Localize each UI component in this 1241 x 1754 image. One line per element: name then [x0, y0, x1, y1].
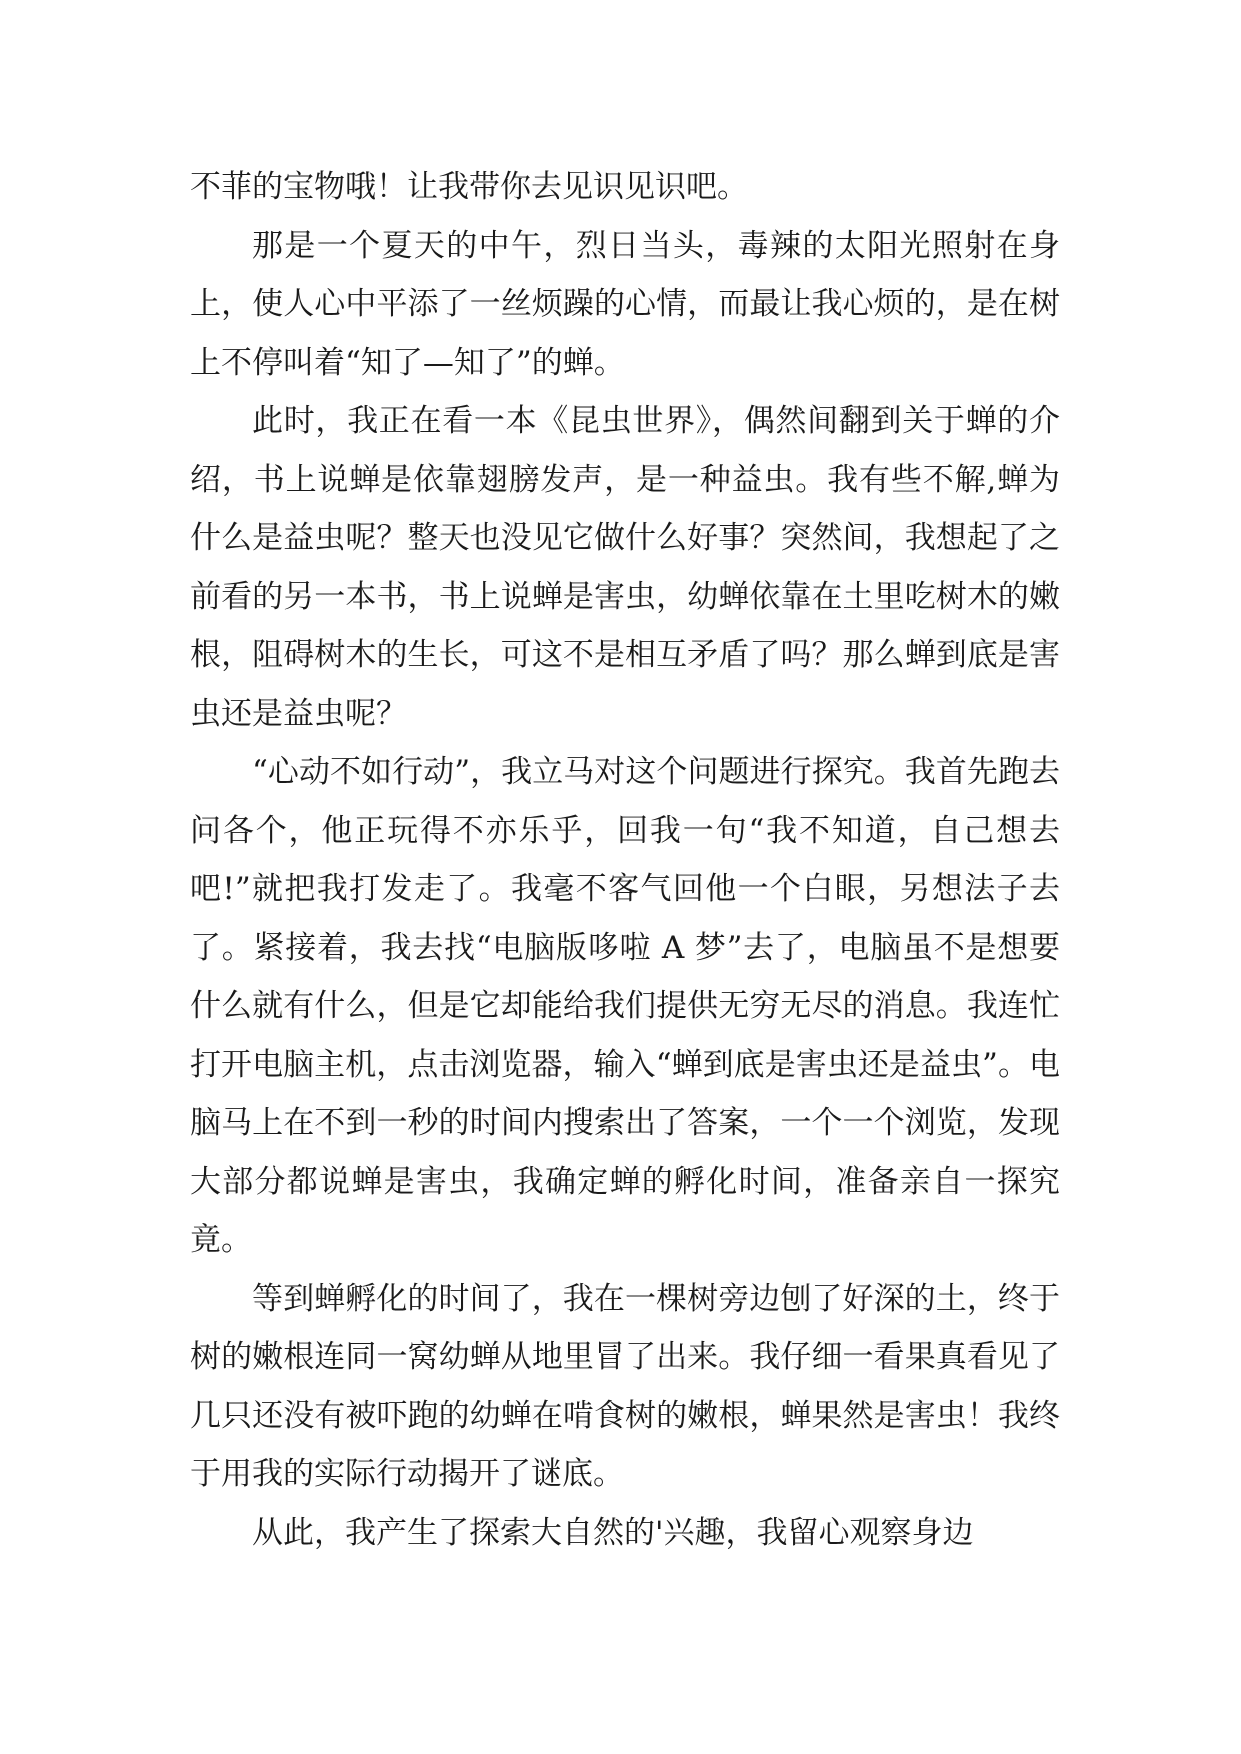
paragraph-6: 从此，我产生了探索大自然的'兴趣，我留心观察身边 [252, 1514, 974, 1551]
paragraph-2: 那是一个夏天的中午，烈日当头，毒辣的太阳光照射在身上，使人心中平添了一丝烦躁的心情，而最让我心烦的，是在树上不停叫着“知了—知了”的蝉。 [190, 227, 1060, 381]
paragraph-1: 不菲的宝物哦！让我带你去见识见识吧。 [190, 169, 748, 205]
document-body [190, 158, 1060, 1562]
paragraph-3: 此时，我正在看一本《昆虫世界》，偶然间翻到关于蝉的介绍，书上说蝉是依靠翅膀发声，是一种益虫。我有些不解,蝉为什么是益虫呢？整天也没见它做什么好事？突然间，我想起了之前看的另一本书，书上说蝉是害虫，幼蝉依靠在土里吃树木的嫩根，阻碍树木的生长，可这不是相互矛盾了吗？那么蝉到底是害虫还是益虫呢？ [190, 403, 1060, 732]
paragraph-4: “心动不如行动”，我立马对这个问题进行探究。我首先跑去问各个，他正玩得不亦乐乎，回我一句“我不知道，自己想去吧!”就把我打发走了。我毫不客气回他一个白眼，另想法子去了。紧接着，我去找“电脑版哆啦 A 梦”去了，电脑虽不是想要什么就有什么，但是它却能给我们提供无穷无尽的消息。我连忙打开电脑主机，点击浏览器，输入“蝉到底是害虫还是益虫”。电脑马上在不到一秒的时间内搜索出了答案，一个一个浏览，发现大部分都说蝉是害虫，我确定蝉的孵化时间，准备亲自一探究竟。 [190, 754, 1060, 1258]
paragraph-5: 等到蝉孵化的时间了，我在一棵树旁边刨了好深的土，终于树的嫩根连同一窝幼蝉从地里冒了出来。我仔细一看果真看见了几只还没有被吓跑的幼蝉在啃食树的嫩根，蝉果然是害虫！我终于用我的实际行动揭开了谜底。 [190, 1280, 1060, 1492]
